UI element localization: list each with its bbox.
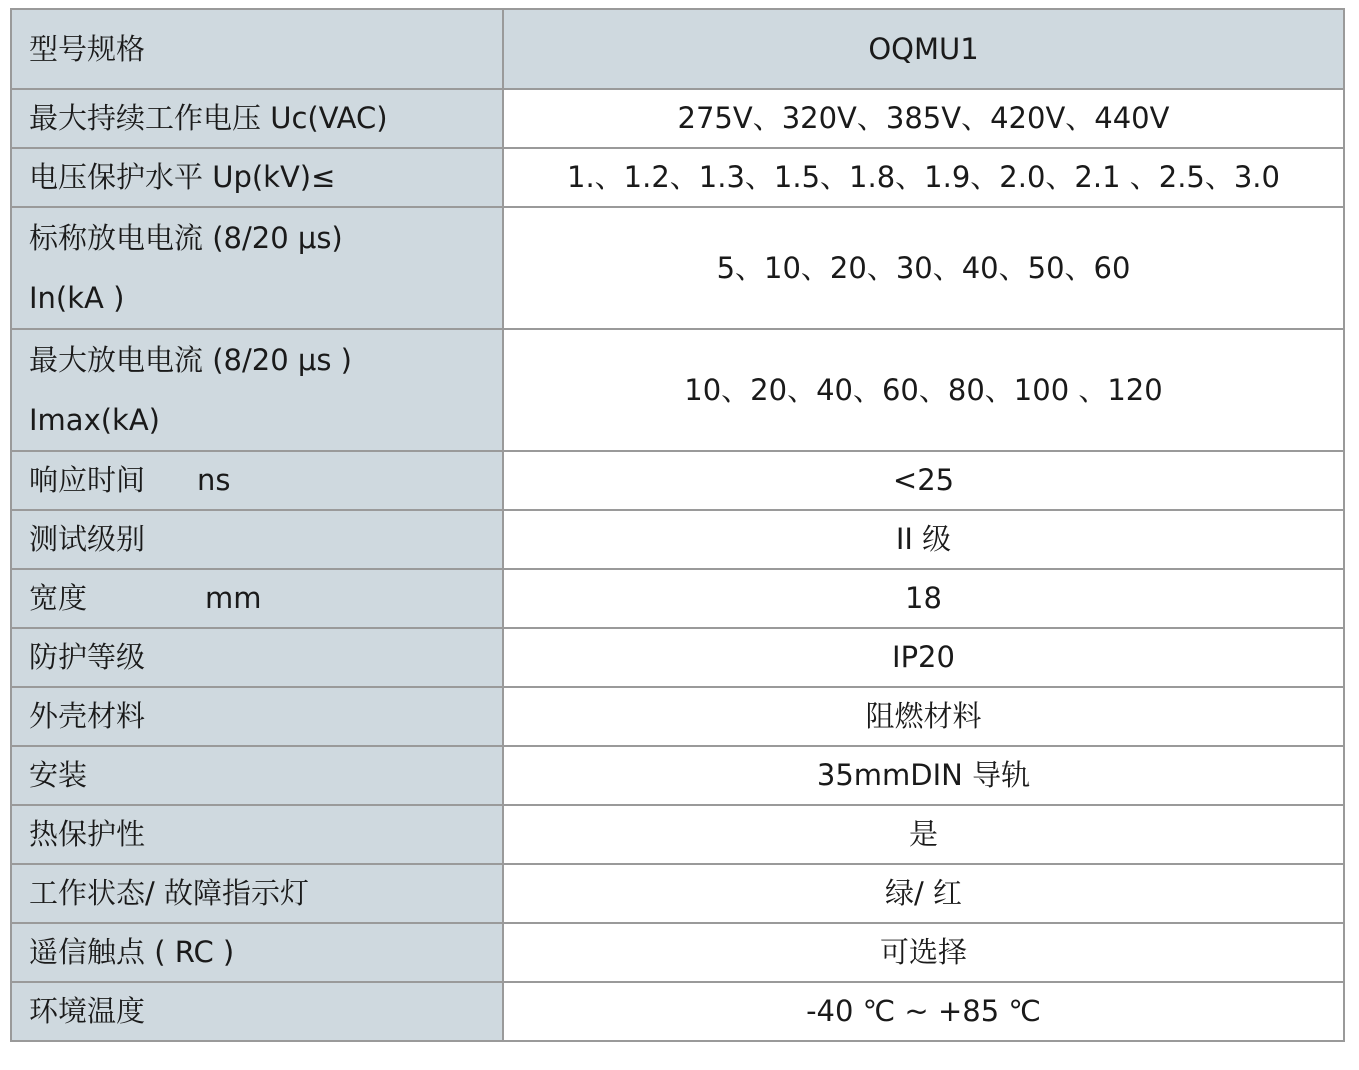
row-label	[11, 569, 503, 628]
row-label-line2: In(kA )	[29, 281, 125, 315]
table-header-row	[11, 9, 1344, 89]
row-label-line1: 标称放电电流 (8/20 μs)	[29, 221, 343, 255]
table-row-nominal-discharge	[11, 207, 1344, 329]
table-row-response-time	[11, 451, 1344, 510]
row-label: 安装	[11, 746, 503, 805]
row-value: 35mmDIN 导轨	[503, 746, 1344, 805]
row-label: 遥信触点 ( RC )	[11, 923, 503, 982]
row-label-line2: Imax(kA)	[29, 403, 160, 437]
table-row-remote-contact	[11, 923, 1344, 982]
row-label: 外壳材料	[11, 687, 503, 746]
row-label: 工作状态/ 故障指示灯	[11, 864, 503, 923]
table-row-thermal-protection	[11, 805, 1344, 864]
row-label: 环境温度	[11, 982, 503, 1041]
row-label: 最大持续工作电压 Uc(VAC)	[11, 89, 503, 148]
table-row-test-class	[11, 510, 1344, 569]
table-row-ambient-temperature	[11, 982, 1344, 1041]
table-row-max-voltage	[11, 89, 1344, 148]
table-row-width	[11, 569, 1344, 628]
row-value: 10、20、40、60、80、100 、120	[503, 329, 1344, 451]
table-row-mounting	[11, 746, 1344, 805]
row-label: 电压保护水平 Up(kV)≤	[11, 148, 503, 207]
row-value: 1.、1.2、1.3、1.5、1.8、1.9、2.0、2.1 、2.5、3.0	[503, 148, 1344, 207]
row-label-unit: ns	[197, 463, 231, 497]
table-row-indicator-light	[11, 864, 1344, 923]
row-label: 防护等级	[11, 628, 503, 687]
table-row-protection-level	[11, 148, 1344, 207]
header-model: OQMU1	[503, 9, 1344, 89]
row-value: 18	[503, 569, 1344, 628]
row-value: 绿/ 红	[503, 864, 1344, 923]
row-value: II 级	[503, 510, 1344, 569]
row-value: 5、10、20、30、40、50、60	[503, 207, 1344, 329]
row-label-text: 宽度	[29, 581, 88, 615]
row-label	[11, 329, 503, 451]
header-label: 型号规格	[11, 9, 503, 89]
table-row-housing-material	[11, 687, 1344, 746]
row-value: <25	[503, 451, 1344, 510]
table-row-max-discharge	[11, 329, 1344, 451]
row-label-line1: 最大放电电流 (8/20 μs )	[29, 343, 352, 377]
row-label	[11, 451, 503, 510]
row-value: 可选择	[503, 923, 1344, 982]
row-label-unit: mm	[205, 581, 262, 615]
row-label: 测试级别	[11, 510, 503, 569]
row-value: -40 ℃ ~ +85 ℃	[503, 982, 1344, 1041]
row-value: 275V、320V、385V、420V、440V	[503, 89, 1344, 148]
table-row-ip-rating	[11, 628, 1344, 687]
row-label-text: 响应时间	[29, 463, 146, 497]
row-value: 是	[503, 805, 1344, 864]
row-value: 阻燃材料	[503, 687, 1344, 746]
row-label: 热保护性	[11, 805, 503, 864]
row-label	[11, 207, 503, 329]
row-value: IP20	[503, 628, 1344, 687]
spec-table	[10, 8, 1345, 1042]
